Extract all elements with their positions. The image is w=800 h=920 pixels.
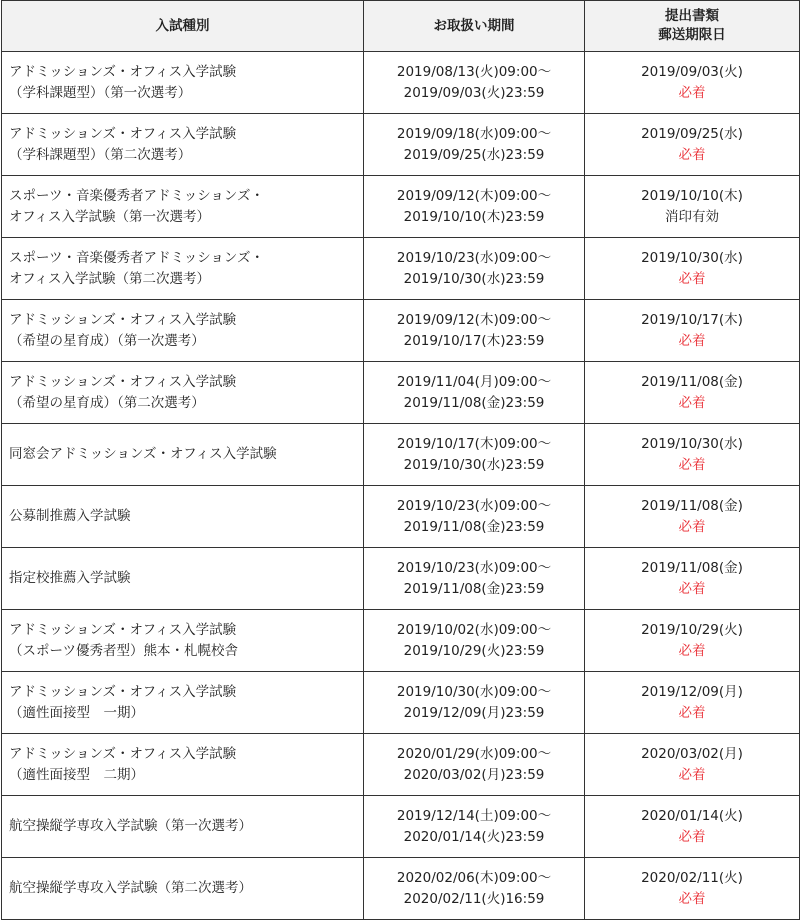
exam-type-line1: 航空操縦学専攻入学試験（第一次選考）	[9, 818, 252, 834]
table-row	[2, 796, 800, 858]
exam-type-line1: 同窓会アドミッションズ・オフィス入学試験	[9, 446, 277, 462]
header-deadline	[585, 1, 800, 52]
period-end: 2020/03/02(月)23:59	[403, 766, 545, 783]
period-cell	[364, 176, 585, 238]
exam-type-line1: アドミッションズ・オフィス入学試験	[9, 745, 237, 762]
deadline-cell	[585, 672, 800, 734]
period-cell	[364, 486, 585, 548]
exam-type-cell	[2, 734, 364, 796]
deadline-cell	[585, 486, 800, 548]
period-start: 2019/09/12(木)09:00～	[396, 311, 552, 328]
exam-type-line1: アドミッションズ・オフィス入学試験	[9, 621, 237, 638]
deadline-date: 2019/10/17(木)	[641, 311, 743, 328]
period-end: 2020/01/14(火)23:59	[403, 828, 545, 845]
exam-type-line1: アドミッションズ・オフィス入学試験	[9, 125, 237, 142]
deadline-cell	[585, 176, 800, 238]
exam-type-line1: アドミッションズ・オフィス入学試験	[9, 373, 237, 390]
table-row	[2, 300, 800, 362]
deadline-date: 2019/11/08(金)	[641, 559, 743, 576]
deadline-date: 2020/02/11(火)	[641, 869, 743, 886]
deadline-note: 必着	[678, 84, 706, 101]
period-start: 2019/09/12(木)09:00～	[396, 187, 552, 204]
exam-type-line2: オフィス入学試験（第二次選考）	[9, 270, 211, 287]
exam-type-line1: アドミッションズ・オフィス入学試験	[9, 63, 237, 80]
header-deadline-line2: 郵送期限日	[658, 27, 726, 43]
deadline-note: 必着	[678, 828, 706, 845]
deadline-cell	[585, 362, 800, 424]
table-row	[2, 52, 800, 114]
deadline-date: 2019/10/30(水)	[641, 435, 743, 452]
exam-type-cell	[2, 52, 364, 114]
deadline-cell	[585, 548, 800, 610]
table-row	[2, 548, 800, 610]
exam-schedule-table	[1, 0, 800, 920]
exam-type-line1: 指定校推薦入学試験	[9, 570, 131, 586]
deadline-cell	[585, 238, 800, 300]
table-row	[2, 362, 800, 424]
deadline-cell	[585, 424, 800, 486]
table-row	[2, 858, 800, 920]
period-cell	[364, 734, 585, 796]
deadline-cell	[585, 610, 800, 672]
exam-type-line1: アドミッションズ・オフィス入学試験	[9, 683, 237, 700]
period-end: 2019/12/09(月)23:59	[403, 704, 545, 721]
exam-type-line1: 航空操縦学専攻入学試験（第二次選考）	[9, 880, 252, 896]
deadline-date: 2019/10/30(水)	[641, 249, 743, 266]
deadline-date: 2019/09/03(火)	[641, 63, 743, 80]
period-start: 2019/10/23(水)09:00～	[396, 497, 552, 514]
exam-type-cell	[2, 858, 364, 920]
table-row	[2, 114, 800, 176]
period-cell	[364, 52, 585, 114]
deadline-cell	[585, 52, 800, 114]
header-deadline-line1: 提出書類	[665, 8, 719, 24]
deadline-note: 必着	[678, 580, 706, 597]
deadline-note: 必着	[678, 394, 706, 411]
table-row	[2, 238, 800, 300]
period-start: 2019/09/18(水)09:00～	[396, 125, 552, 142]
exam-type-cell	[2, 486, 364, 548]
period-end: 2019/10/30(水)23:59	[403, 456, 545, 473]
exam-type-cell	[2, 610, 364, 672]
deadline-note: 必着	[678, 766, 706, 783]
exam-type-cell	[2, 114, 364, 176]
deadline-date: 2019/11/08(金)	[641, 497, 743, 514]
deadline-cell	[585, 858, 800, 920]
deadline-note: 必着	[678, 146, 706, 163]
exam-type-cell	[2, 548, 364, 610]
exam-type-line1: 公募制推薦入学試験	[9, 508, 131, 524]
exam-type-line2: （適性面接型 二期）	[9, 766, 144, 783]
deadline-date: 2019/11/08(金)	[641, 373, 743, 390]
period-end: 2019/11/08(金)23:59	[403, 580, 545, 597]
deadline-cell	[585, 796, 800, 858]
period-start: 2019/10/17(木)09:00～	[396, 435, 552, 452]
deadline-note: 必着	[678, 642, 706, 659]
deadline-note: 必着	[678, 890, 706, 907]
deadline-cell	[585, 734, 800, 796]
period-cell	[364, 114, 585, 176]
period-start: 2019/11/04(月)09:00～	[396, 373, 552, 390]
table-header-row	[2, 1, 800, 52]
deadline-note: 消印有効	[665, 208, 719, 225]
period-cell	[364, 548, 585, 610]
period-end: 2019/10/30(水)23:59	[403, 270, 545, 287]
table-body	[2, 52, 800, 920]
period-start: 2019/10/23(水)09:00～	[396, 249, 552, 266]
table-row	[2, 176, 800, 238]
table-row	[2, 424, 800, 486]
exam-type-line2: （希望の星育成）（第一次選考）	[9, 332, 205, 349]
deadline-note: 必着	[678, 704, 706, 721]
period-start: 2019/10/02(水)09:00～	[396, 621, 552, 638]
deadline-date: 2019/12/09(月)	[641, 683, 743, 700]
exam-type-line2: （スポーツ優秀者型）熊本・札幌校舎	[9, 642, 238, 659]
period-cell	[364, 424, 585, 486]
deadline-date: 2020/03/02(月)	[641, 745, 743, 762]
header-exam-type: 入試種別	[2, 1, 364, 52]
table-row	[2, 734, 800, 796]
exam-type-cell	[2, 362, 364, 424]
deadline-note: 必着	[678, 456, 706, 473]
exam-type-line2: （適性面接型 一期）	[9, 704, 144, 721]
period-start: 2019/12/14(土)09:00～	[396, 807, 552, 824]
deadline-cell	[585, 300, 800, 362]
period-end: 2019/10/29(火)23:59	[403, 642, 545, 659]
exam-type-cell	[2, 424, 364, 486]
exam-type-line1: アドミッションズ・オフィス入学試験	[9, 311, 237, 328]
period-cell	[364, 610, 585, 672]
table-row	[2, 672, 800, 734]
header-period: お取扱い期間	[364, 1, 585, 52]
period-cell	[364, 672, 585, 734]
exam-type-cell	[2, 796, 364, 858]
period-end: 2019/11/08(金)23:59	[403, 394, 545, 411]
exam-type-line2: オフィス入学試験（第一次選考）	[9, 208, 211, 225]
period-end: 2019/09/25(水)23:59	[403, 146, 545, 163]
deadline-date: 2019/09/25(水)	[641, 125, 743, 142]
exam-type-line1: スポーツ・音楽優秀者アドミッションズ・	[9, 187, 265, 204]
deadline-date: 2020/01/14(火)	[641, 807, 743, 824]
deadline-note: 必着	[678, 332, 706, 349]
period-start: 2020/02/06(木)09:00～	[396, 869, 552, 886]
exam-type-cell	[2, 176, 364, 238]
exam-type-line2: （希望の星育成）（第二次選考）	[9, 394, 205, 411]
table-row	[2, 610, 800, 672]
deadline-date: 2019/10/29(火)	[641, 621, 743, 638]
deadline-note: 必着	[678, 270, 706, 287]
exam-type-line2: （学科課題型）（第一次選考）	[9, 84, 192, 101]
exam-type-line1: スポーツ・音楽優秀者アドミッションズ・	[9, 249, 265, 266]
exam-type-cell	[2, 238, 364, 300]
exam-type-cell	[2, 672, 364, 734]
period-cell	[364, 300, 585, 362]
period-start: 2019/10/30(水)09:00～	[396, 683, 552, 700]
deadline-note: 必着	[678, 518, 706, 535]
period-end: 2019/10/17(木)23:59	[403, 332, 545, 349]
exam-type-line2: （学科課題型）（第二次選考）	[9, 146, 192, 163]
table-row	[2, 486, 800, 548]
period-start: 2020/01/29(水)09:00～	[396, 745, 552, 762]
period-end: 2019/10/10(木)23:59	[403, 208, 545, 225]
exam-type-cell	[2, 300, 364, 362]
period-cell	[364, 858, 585, 920]
period-cell	[364, 796, 585, 858]
deadline-cell	[585, 114, 800, 176]
period-start: 2019/08/13(火)09:00～	[396, 63, 552, 80]
period-start: 2019/10/23(水)09:00～	[396, 559, 552, 576]
period-end: 2020/02/11(火)16:59	[403, 890, 545, 907]
deadline-date: 2019/10/10(木)	[641, 187, 743, 204]
period-end: 2019/11/08(金)23:59	[403, 518, 545, 535]
period-cell	[364, 238, 585, 300]
period-cell	[364, 362, 585, 424]
period-end: 2019/09/03(火)23:59	[403, 84, 545, 101]
